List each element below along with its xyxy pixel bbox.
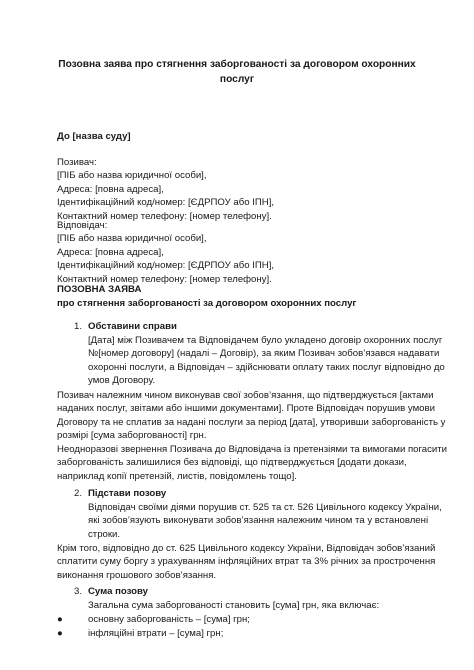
defendant-label: Відповідач: xyxy=(57,220,108,231)
defendant-name-line: [ПІБ або назва юридичної особи], xyxy=(57,233,207,245)
plaintiff-id-line: Ідентифікаційний код/номер: [ЄДРПОУ або ІПН], xyxy=(57,197,275,209)
paragraph-performance-line-3: Договору та не сплатив за надані послуги за період [дата], утворивши заборгованість у xyxy=(57,416,446,428)
section-2-number: 2. xyxy=(74,488,83,499)
section-1-line-1: [Дата] між Позивачем та Відповідачем було укладено договір охоронних послуг xyxy=(88,335,443,346)
section-1-title: Обставини справи xyxy=(88,321,177,332)
paragraph-performance-line-4: розмірі [сума заборгованості] грн. xyxy=(57,430,207,442)
section-2-title: Підстави позову xyxy=(88,488,167,499)
section-1-line-4: умов Договору. xyxy=(88,375,156,387)
section-3-number: 3. xyxy=(74,586,83,597)
section-1-body xyxy=(88,334,445,388)
list-item xyxy=(57,613,250,626)
section-1-line-3: охоронні послуги, а Відповідач – здійснювати оплату таких послуг відповідно до xyxy=(88,361,445,373)
claim-subheading: про стягнення заборгованості за договором охоронних послуг xyxy=(57,298,357,309)
document-title xyxy=(0,57,474,87)
section-2-line-2: які зобов’язують виконувати зобов’язання належним чином та у встановлені xyxy=(88,515,429,527)
section-2-body xyxy=(88,501,442,541)
paragraph-civil-code-line-3: виконання грошового зобов’язання. xyxy=(57,569,217,581)
bullet-icon: ● xyxy=(57,614,63,625)
section-2-line-3: строки. xyxy=(88,528,121,540)
court-addressee: До [назва суду] xyxy=(57,131,131,142)
plaintiff-label: Позивач: xyxy=(57,157,97,168)
defendant-block xyxy=(57,219,274,286)
section-3-intro: Загальна сума заборгованості становить [сума] грн, яка включає: xyxy=(88,600,380,611)
paragraph-civil-code-line-1: Крім того, відповідно до ст. 625 Цивільного кодексу України, Відповідач зобов’язаний xyxy=(57,543,436,554)
paragraph-claims-line-3: наприклад копії претензій, листів, повідомлень тощо]. xyxy=(57,470,297,482)
section-1-line-2: №[номер договору] (надалі – Договір), за яким Позивач зобов’язався надавати xyxy=(88,348,440,360)
claim-heading: ПОЗОВНА ЗАЯВА xyxy=(57,284,142,295)
section-2-line-1: Відповідач своїми діями порушив ст. 525 та ст. 526 Цивільного кодексу України, xyxy=(88,502,442,513)
plaintiff-phone-line: Контактний номер телефону: [номер телефону]. xyxy=(57,210,272,222)
document-title-line-2: послуг xyxy=(219,74,255,85)
section-3-title: Сума позову xyxy=(88,586,149,597)
plaintiff-name-line: [ПІБ або назва юридичної особи], xyxy=(57,170,207,182)
list-item-text: інфляційні втрати – [сума] грн; xyxy=(88,628,224,639)
paragraph-claims-line-1: Неодноразові звернення Позивача до Відповідача із претензіями та вимогами погасити xyxy=(57,444,448,455)
paragraph-civil-code xyxy=(57,542,435,582)
paragraph-performance-line-2: наданих послуг, звітами або іншими документами]. Проте Відповідач порушив умови xyxy=(57,403,435,415)
bullet-icon: ● xyxy=(57,628,63,639)
section-1-number: 1. xyxy=(74,321,83,332)
paragraph-claims-line-2: заборгованість залишилися без відповіді, що підтверджується [додати докази, xyxy=(57,457,407,469)
paragraph-performance-line-1: Позивач належним чином виконував свої зобов’язання, що підтверджується [актами xyxy=(57,390,434,401)
paragraph-civil-code-line-2: сплатити суму боргу з урахуванням інфляційних втрат та 3% річних за прострочення xyxy=(57,556,436,568)
plaintiff-block xyxy=(57,156,274,223)
list-item xyxy=(57,627,223,640)
paragraph-claims xyxy=(57,443,447,483)
paragraph-performance xyxy=(57,389,445,443)
document-title-line-1: Позовна заява про стягнення заборгованості за договором охоронних xyxy=(58,59,416,70)
defendant-address-line: Адреса: [повна адреса], xyxy=(57,246,164,258)
list-item-text: основну заборгованість – [сума] грн; xyxy=(88,614,250,625)
defendant-id-line: Ідентифікаційний код/номер: [ЄДРПОУ або ІПН], xyxy=(57,260,275,272)
plaintiff-address-line: Адреса: [повна адреса], xyxy=(57,183,164,195)
defendant-phone-line: Контактний номер телефону: [номер телефону]. xyxy=(57,273,272,285)
